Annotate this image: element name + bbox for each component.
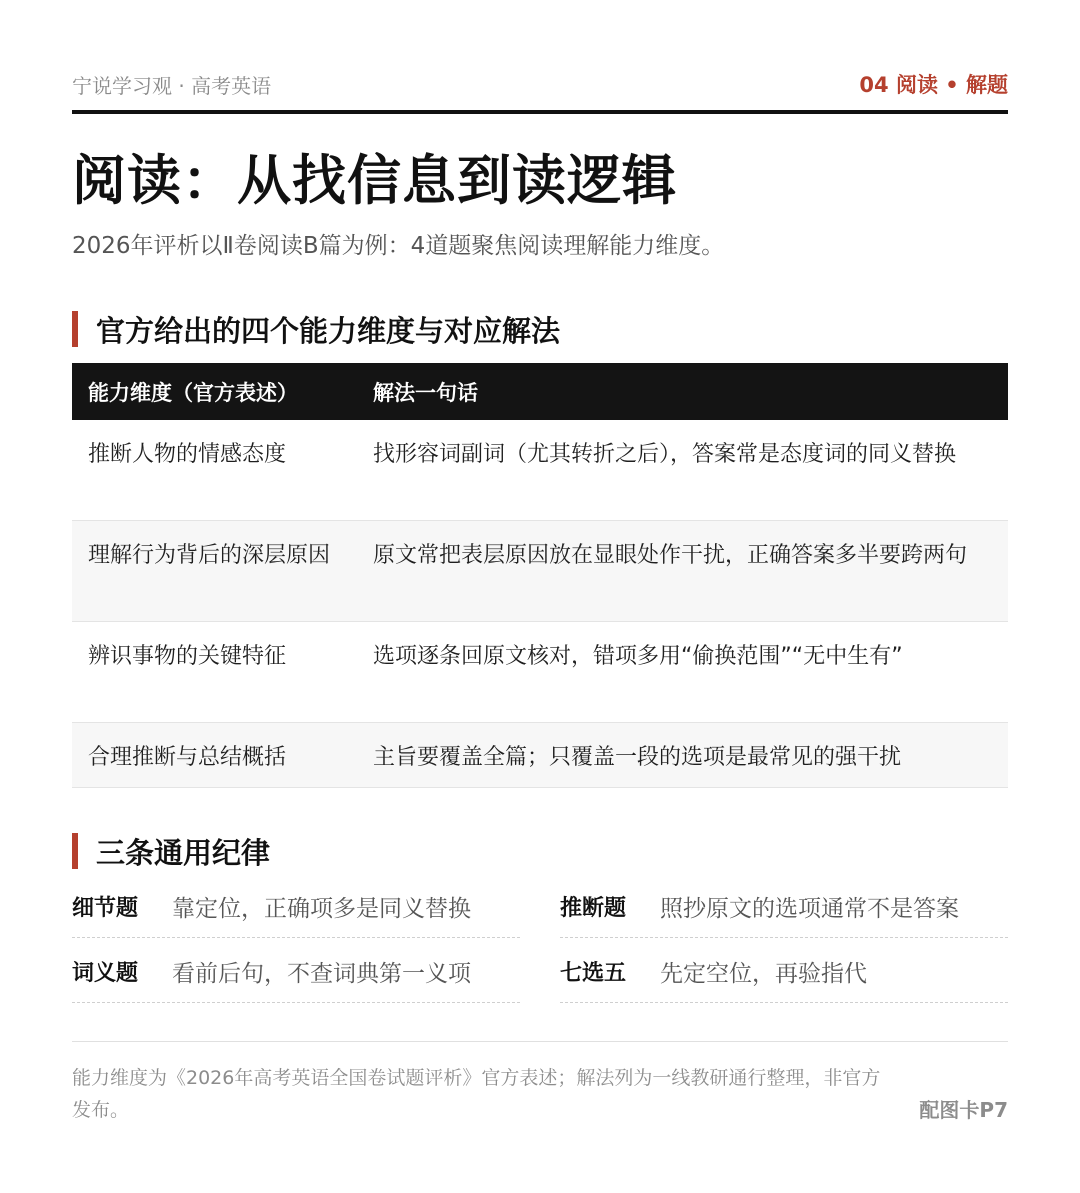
- header-divider: [72, 110, 1008, 114]
- dimensions-table: [72, 363, 1008, 788]
- rule-label: 词义题: [72, 961, 139, 986]
- section-accent-bar: [72, 833, 78, 869]
- rule-item: [72, 876, 520, 938]
- method-cell: 找形容词副词（尤其转折之后），答案常是态度词的同义替换: [373, 442, 957, 467]
- column-header-method: 解法一句话: [373, 380, 478, 405]
- page-mark: 配图卡P7: [919, 1098, 1008, 1122]
- dimension-cell: 辨识事物的关键特征: [88, 644, 287, 669]
- section-title: 官方给出的四个能力维度与对应解法: [96, 313, 561, 348]
- rule-item: [72, 941, 520, 1003]
- section-tag: 04 阅读 • 解题: [859, 73, 1008, 97]
- dimension-cell: 合理推断与总结概括: [88, 745, 287, 770]
- footer-divider: [72, 1041, 1008, 1042]
- section-heading-dimensions: [72, 310, 560, 348]
- dimension-cell: 推断人物的情感态度: [88, 442, 287, 467]
- rule-text: 先定空位，再验指代: [660, 961, 867, 987]
- page-header: [72, 64, 1008, 104]
- table-row: [72, 622, 1008, 723]
- table-row: [72, 521, 1008, 622]
- rule-item: [560, 941, 1008, 1003]
- rule-label: 七选五: [560, 961, 627, 986]
- page-title: 阅读：从找信息到读逻辑: [72, 149, 677, 212]
- rule-label: 细节题: [72, 896, 139, 921]
- method-cell: 原文常把表层原因放在显眼处作干扰，正确答案多半要跨两句: [373, 543, 968, 568]
- method-cell: 主旨要覆盖全篇；只覆盖一段的选项是最常见的强干扰: [373, 745, 902, 770]
- page-subtitle: 2026年评析以Ⅱ卷阅读B篇为例：4道题聚焦阅读理解能力维度。: [72, 233, 725, 259]
- brand-label: 宁说学习观 · 高考英语: [72, 73, 272, 98]
- rule-text: 靠定位，正确项多是同义替换: [172, 896, 471, 922]
- section-title: 三条通用纪律: [96, 835, 271, 870]
- section-heading-rules: [72, 832, 270, 870]
- footnote: 能力维度为《2026年高考英语全国卷试题评析》官方表述；解法列为一线教研通行整理，非官方发布。: [72, 1067, 881, 1121]
- rule-label: 推断题: [560, 896, 627, 921]
- rule-item: [560, 876, 1008, 938]
- table-row: [72, 420, 1008, 521]
- table-row: [72, 723, 1008, 788]
- column-header-dimension: 能力维度（官方表述）: [88, 380, 298, 405]
- dimension-cell: 理解行为背后的深层原因: [88, 543, 331, 568]
- rule-text: 看前后句，不查词典第一义项: [172, 961, 471, 987]
- section-accent-bar: [72, 311, 78, 347]
- method-cell: 选项逐条回原文核对，错项多用“偷换范围”“无中生有”: [373, 644, 903, 669]
- table-header-row: [72, 363, 1008, 420]
- rule-text: 照抄原文的选项通常不是答案: [660, 896, 959, 922]
